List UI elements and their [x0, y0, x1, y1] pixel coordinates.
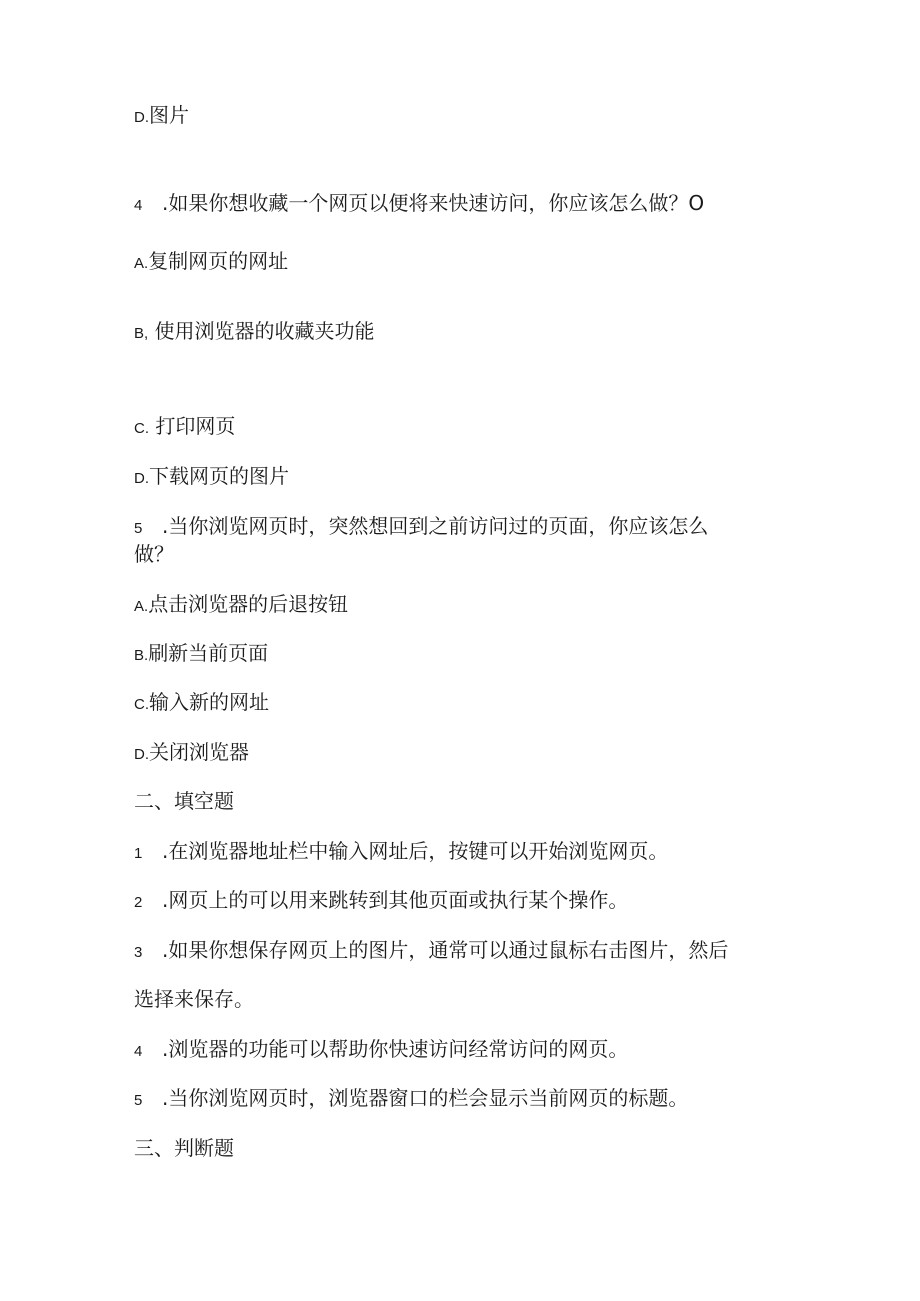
option-d-line [134, 739, 249, 768]
question-text: 做？ [134, 542, 174, 566]
question-text: .在浏览器地址栏中输入网址后，按键可以开始浏览网页。 [162, 839, 669, 863]
option-text: 点击浏览器的后退按钮 [148, 592, 349, 616]
question-number: 4 [134, 197, 143, 214]
option-d-line [134, 463, 289, 492]
option-text: 下载网页的图片 [149, 464, 289, 488]
section-heading-fill-in [134, 788, 234, 814]
section-heading-true-false [134, 1135, 234, 1161]
question-text: .浏览器的功能可以帮助你快速访问经常访问的网页。 [162, 1037, 629, 1061]
option-c-line [134, 413, 235, 442]
option-a-line [134, 248, 288, 277]
option-c-line [134, 689, 269, 718]
option-b-line [134, 318, 375, 347]
option-letter: D. [134, 746, 149, 763]
question-number: 5 [134, 1092, 143, 1109]
question-number: 4 [134, 1043, 143, 1060]
option-letter: A. [134, 598, 149, 615]
question-number: 5 [134, 520, 143, 537]
section-title: 二、填空题 [134, 789, 234, 813]
option-text: 关闭浏览器 [149, 740, 249, 764]
option-text: 图片 [149, 103, 189, 127]
question-number: 2 [134, 894, 143, 911]
question-4-line [134, 190, 704, 219]
option-letter: B. [134, 647, 149, 664]
question-text: .当你浏览网页时，突然想回到之前访问过的页面，你应该怎么 [162, 514, 709, 538]
option-letter: C. [134, 696, 149, 713]
section-title: 三、判断题 [134, 1136, 234, 1160]
question-5-line [134, 513, 708, 542]
fill-question-4-line [134, 1036, 628, 1065]
question-number: 3 [134, 944, 143, 961]
option-text: 刷新当前页面 [148, 641, 269, 665]
question-text: .如果你想保存网页上的图片，通常可以通过鼠标右击图片，然后 [162, 938, 729, 962]
option-text: 输入新的网址 [149, 690, 269, 714]
question-text: .网页上的可以用来跳转到其他页面或执行某个操作。 [162, 888, 629, 912]
fill-question-1-line [134, 838, 668, 867]
option-letter: D. [134, 109, 149, 126]
question-5-continuation [134, 541, 174, 567]
option-letter: C. [134, 420, 149, 437]
question-number: 1 [134, 845, 143, 862]
option-d-line [134, 102, 189, 131]
question-text: .当你浏览网页时，浏览器窗口的栏会显示当前网页的标题。 [162, 1086, 689, 1110]
option-b-line [134, 640, 268, 669]
option-a-line [134, 591, 348, 620]
option-text: 复制网页的网址 [148, 249, 289, 273]
option-letter: D. [134, 470, 149, 487]
question-text: .如果你想收藏一个网页以便将来快速访问，你应该怎么做？O [162, 191, 705, 215]
fill-question-5-line [134, 1085, 688, 1114]
option-letter: B, [134, 325, 149, 342]
option-text: 打印网页 [149, 414, 236, 438]
question-text: 选择来保存。 [134, 987, 254, 1011]
fill-question-3-line [134, 937, 728, 966]
fill-question-2-line [134, 887, 628, 916]
fill-question-3-continuation [134, 986, 254, 1012]
option-letter: A. [134, 255, 149, 272]
option-text: 使用浏览器的收藏夹功能 [148, 319, 375, 343]
